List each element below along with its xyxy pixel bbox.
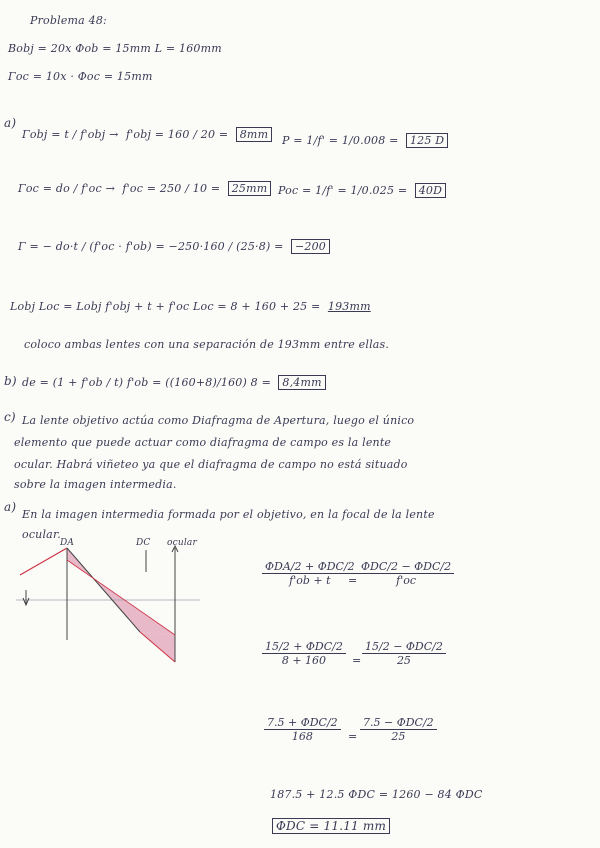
de-equation: de = (1 + f'ob / t) f'ob = ((160+8)/160) 8 = 8,4mm	[22, 376, 326, 389]
ray-1	[20, 548, 67, 575]
part-d-line2: ocular.	[22, 528, 61, 541]
eq1-lhs: ΦDA/2 + ΦDC/2 f'ob + t	[262, 560, 358, 587]
part-a-label: a)	[4, 116, 17, 130]
shaded-cone-1	[67, 548, 175, 635]
gamma-equation: Γ = − do·t / (f'oc · f'ob) = −250·160 / (25·8) = −200	[18, 240, 330, 253]
eq2-rhs: 15/2 − ΦDC/2 25	[362, 640, 446, 667]
part-b-label: b)	[4, 374, 17, 388]
gamma-result: −200	[291, 239, 330, 254]
poc-result: 40D	[415, 183, 446, 198]
length-equation: Lobj Loc = Lobj f'obj + t + f'oc Loc = 8 + 160 + 25 = 193mm	[10, 300, 371, 313]
length-result: 193mm	[327, 300, 371, 313]
diagram-label-ocular: ocular	[167, 538, 198, 548]
foc-result: 25mm	[228, 181, 272, 196]
diagram-label-dc: DC	[136, 538, 151, 548]
foc-equation: Γoc = do / f'oc → f'oc = 250 / 10 = 25mm	[18, 182, 271, 195]
diagram-label-da: DA	[60, 538, 75, 548]
given-ocular: Γoc = 10x · Φoc = 15mm	[8, 70, 153, 83]
eq4: 187.5 + 12.5 ΦDC = 1260 − 84 ΦDC	[270, 788, 483, 801]
eq3-lhs: 7.5 + ΦDC/2 168	[264, 716, 341, 743]
given-objective: Bobj = 20x Φob = 15mm L = 160mm	[8, 42, 222, 55]
ray-4	[67, 560, 175, 635]
part-c-line4: sobre la imagen intermedia.	[14, 478, 177, 491]
part-d-label: a)	[4, 500, 17, 514]
eq3-equals: =	[348, 730, 358, 743]
fobj-equation: Γobj = t / f'obj → f'obj = 160 / 20 = 8mm	[22, 128, 272, 141]
poc-equation: Poc = 1/f' = 1/0.025 = 40D	[278, 184, 446, 197]
de-result: 8,4mm	[278, 375, 325, 390]
eq1-rhs: ΦDC/2 − ΦDC/2 f'oc	[358, 560, 454, 587]
page-title: Problema 48:	[30, 14, 107, 27]
pobj-equation: P = 1/f' = 1/0.008 = 125 D	[282, 134, 448, 147]
part-c-line2: elemento que puede actuar como diafragma de campo es la lente	[14, 436, 392, 449]
eq3-rhs: 7.5 − ΦDC/2 25	[360, 716, 437, 743]
eq1-equals: =	[348, 574, 358, 587]
length-conclusion: coloco ambas lentes con una separación de 193mm entre ellas.	[24, 338, 390, 351]
part-c-line1: La lente objetivo actúa como Diafragma de Apertura, luego el único	[22, 414, 415, 427]
eq2-lhs: 15/2 + ΦDC/2 8 + 160	[262, 640, 346, 667]
pobj-result: 125 D	[406, 133, 448, 148]
fobj-result: 8mm	[236, 127, 272, 142]
part-c-label: c)	[4, 410, 16, 424]
ray-2	[67, 548, 140, 632]
part-c-line3: ocular. Habrá viñeteo ya que el diafragma de campo no está situado	[14, 458, 408, 471]
part-d-line1: En la imagen intermedia formada por el objetivo, en la focal de la lente	[22, 508, 435, 521]
eq2-equals: =	[352, 654, 362, 667]
final-answer: ΦDC = 11.11 mm	[272, 818, 390, 834]
